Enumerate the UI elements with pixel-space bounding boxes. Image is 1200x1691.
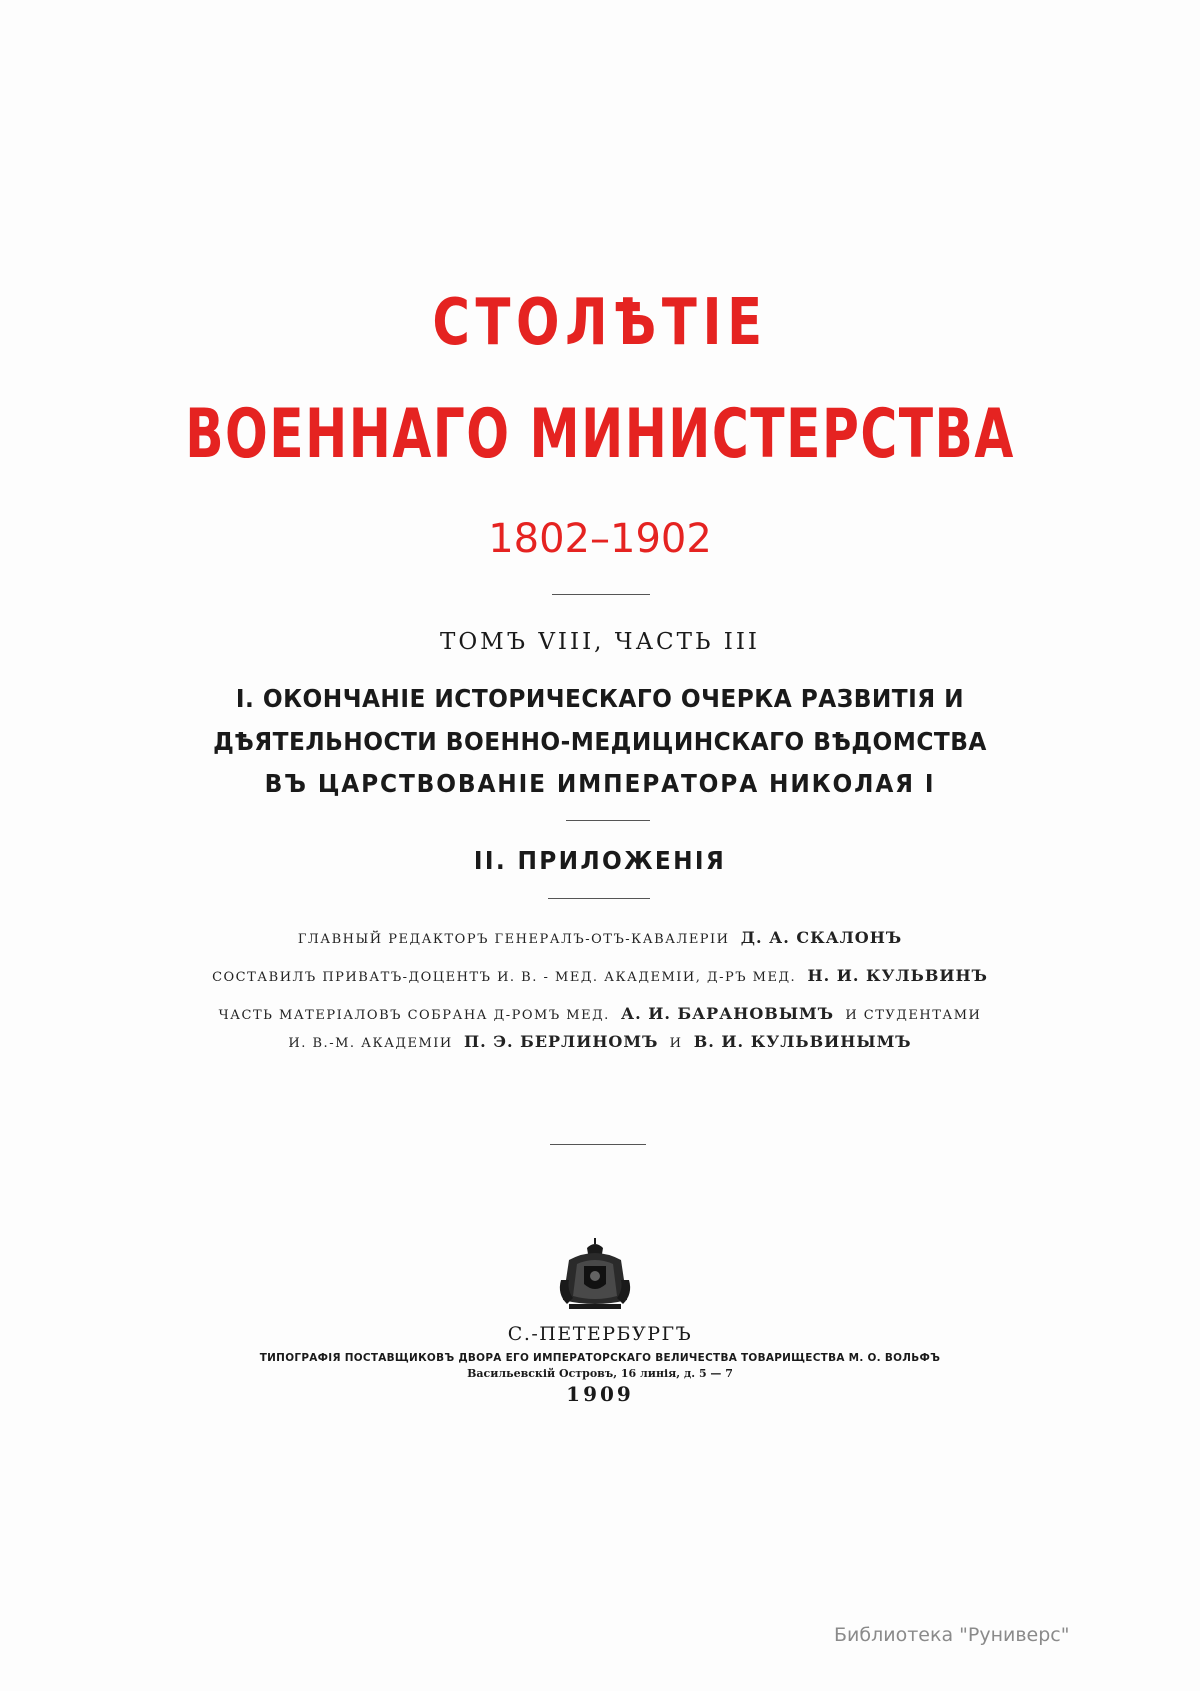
editor-name: Д. А. СКАЛОНЪ: [740, 928, 903, 947]
editor-role: ГЛАВНЫЙ РЕДАКТОРЪ ГЕНЕРАЛЪ-ОТЪ-КАВАЛЕРІИ: [297, 932, 730, 947]
credit-materials-line-2: [0, 1032, 1200, 1054]
library-watermark: Библиотека "Руниверс": [834, 1624, 1070, 1646]
volume-line: ТОМЪ VIII, ЧАСТЬ III: [439, 629, 761, 655]
title-line-1: СТОЛѢТІЕ: [432, 286, 768, 360]
part-1-line-1: I. ОКОНЧАНІЕ ИСТОРИЧЕСКАГО ОЧЕРКА РАЗВИТІЯ И: [235, 684, 965, 713]
part-2-title: II. ПРИЛОЖЕНІЯ: [473, 846, 727, 875]
imprint-year: 1909: [566, 1382, 634, 1406]
imprint-city: С.-ПЕТЕРБУРГЪ: [507, 1323, 693, 1345]
materials-mid: И СТУДЕНТАМИ: [845, 1008, 982, 1023]
divider: [566, 820, 650, 821]
compiler-name: Н. И. КУЛЬВИНЪ: [807, 966, 988, 985]
materials-line2-prefix: И. В.-М. АКАДЕМІИ: [288, 1036, 453, 1051]
credit-editor: [0, 928, 1200, 950]
materials-prefix: ЧАСТЬ МАТЕРІАЛОВЪ СОБРАНА Д-РОМЪ МЕД.: [218, 1008, 610, 1023]
materials-name-1: А. И. БАРАНОВЫМЪ: [621, 1004, 835, 1023]
materials-name-3: В. И. КУЛЬВИНЫМЪ: [693, 1032, 912, 1051]
imperial-coat-of-arms-icon: [555, 1238, 635, 1314]
compiler-role: СОСТАВИЛЪ ПРИВАТЪ-ДОЦЕНТЪ И. В. - МЕД. АКАДЕМІИ, Д-РЪ МЕД.: [212, 970, 797, 985]
imprint-address: Васильевскій Островъ, 16 линія, д. 5 — 7: [467, 1367, 733, 1380]
divider: [550, 1144, 646, 1145]
materials-and: И: [669, 1036, 683, 1051]
credit-compiler: [0, 966, 1200, 988]
title-years: 1802–1902: [488, 516, 712, 562]
divider: [548, 898, 650, 899]
part-1-line-3: ВЪ ЦАРСТВОВАНІЕ ИМПЕРАТОРА НИКОЛАЯ I: [264, 769, 936, 798]
imprint-printer: ТИПОГРАФІЯ ПОСТАВЩИКОВЪ ДВОРА ЕГО ИМПЕРАТОРСКАГО ВЕЛИЧЕСТВА ТОВАРИЩЕСТВА М. О. ВОЛЬФЪ: [259, 1351, 941, 1364]
part-1-line-2: ДѢЯТЕЛЬНОСТИ ВОЕННО-МЕДИЦИНСКАГО ВѢДОМСТВА: [213, 727, 987, 756]
materials-name-2: П. Э. БЕРЛИНОМЪ: [464, 1032, 659, 1051]
title-line-2: ВОЕННАГО МИНИСТЕРСТВА: [185, 395, 1015, 474]
credit-materials-line-1: [0, 1004, 1200, 1026]
divider: [552, 594, 650, 595]
